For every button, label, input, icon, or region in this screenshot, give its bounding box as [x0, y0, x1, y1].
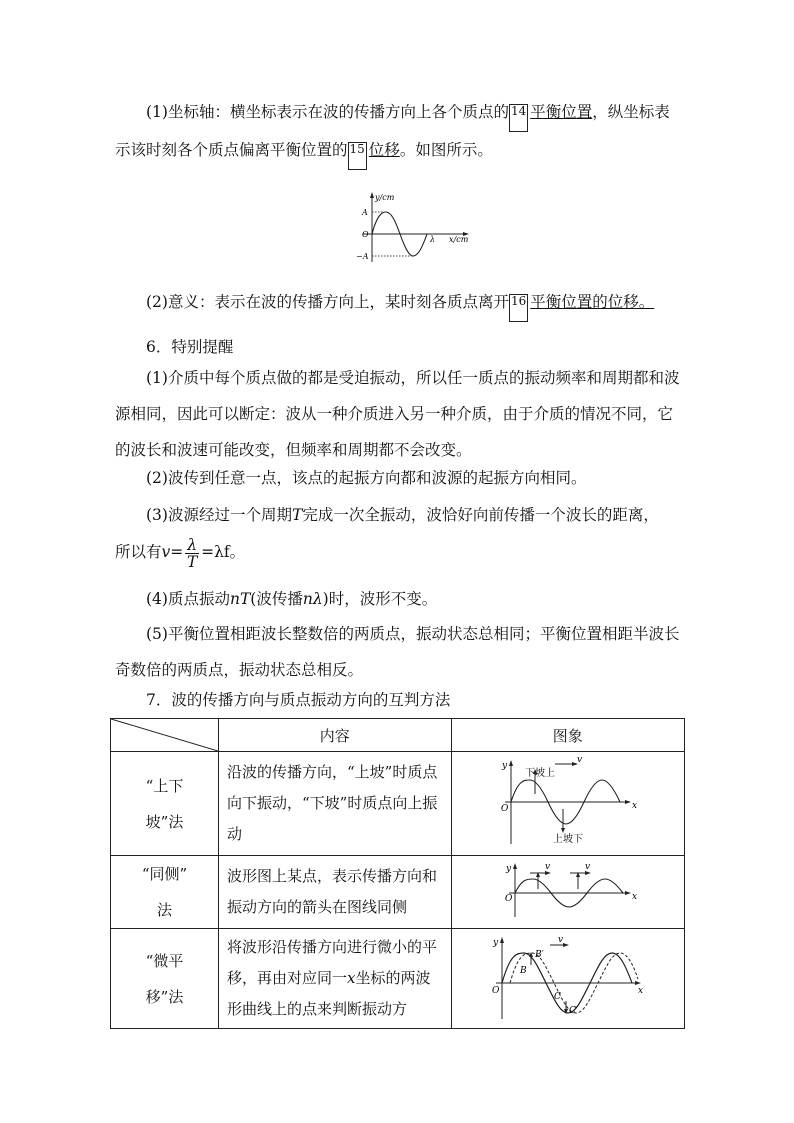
point-C-label: C: [553, 991, 561, 1002]
reminder-5: [115, 616, 685, 688]
section-7-title: 7．波的传播方向与质点振动方向的互判方法: [146, 691, 451, 709]
point-B-label: B: [519, 965, 527, 976]
neg-amplitude-label: −A: [356, 252, 369, 261]
x-axis-label: x: [637, 985, 643, 996]
reminder-2-text: (2)波传到任意一点，该点的起振方向都和波源的起振方向相同。: [146, 469, 587, 487]
reminder-4: [115, 581, 685, 617]
methods-table: [110, 718, 685, 1029]
shift-method-graph: [488, 931, 648, 1023]
upslope-label: 上坡下: [552, 834, 583, 845]
amplitude-label: A: [362, 208, 368, 217]
header-content: 内容: [219, 719, 452, 752]
meaning-paragraph: [115, 284, 685, 322]
origin-label: O: [504, 894, 513, 904]
answer-14: 平衡位置: [530, 103, 593, 121]
method-name: [111, 856, 219, 929]
nT-symbol: nT: [229, 590, 251, 608]
y-axis-label: y/cm: [375, 193, 395, 202]
reminder-1: [115, 360, 685, 468]
reminder-2: [115, 460, 685, 496]
method-content-text-b: 坐标的两波形曲线上的点来判断振动方: [227, 969, 431, 1018]
method-name: [111, 929, 219, 1029]
x-axis-label: x: [631, 801, 637, 811]
method-figure: [451, 929, 684, 1029]
header-corner-cell: [111, 719, 219, 752]
fraction-denominator: T: [187, 552, 198, 571]
wave-graph-figure: [345, 190, 480, 265]
table-row: [111, 752, 685, 856]
reminder-3-formula: [115, 532, 685, 572]
slope-method-graph: [493, 754, 643, 849]
method-figure: [451, 752, 684, 856]
reminder-3-text-c: 所以有: [115, 543, 162, 561]
x-symbol: x: [347, 969, 356, 987]
x-axis-label: x/cm: [449, 235, 469, 244]
reminder-3-text-a: (3)波源经过一个周期: [146, 506, 292, 524]
answer-box-16: 16: [509, 294, 528, 322]
lambda-label: λ: [430, 235, 436, 244]
period-symbol: T: [291, 506, 303, 524]
method-content: [219, 929, 452, 1029]
origin-label: O: [500, 804, 509, 814]
table-row: [111, 929, 685, 1029]
answer-box-15: 15: [348, 142, 367, 170]
method-name-line-2: 坡”法: [145, 812, 184, 831]
point-C-prime-label: C′: [568, 1005, 578, 1016]
y-axis-label: y: [492, 937, 498, 948]
coord-text-3: 。如图所示。: [399, 141, 493, 159]
table-row: [111, 856, 685, 929]
header-figure: 图象: [451, 719, 684, 752]
table-header-row: [111, 719, 685, 752]
y-axis-label: y: [505, 864, 511, 874]
velocity-symbol: v: [161, 543, 171, 561]
velocity-label-2: v: [584, 862, 590, 872]
reminder-5-text: (5)平衡位置相距波长整数倍的两质点，振动状态总相同；平衡位置相距半波长奇数倍的两质点，振动状态总相反。: [115, 625, 680, 679]
method-content: 沿波的传播方向，“上坡”时质点向下振动，“下坡”时质点向上振动: [219, 752, 452, 856]
method-content: 波形图上某点，表示传播方向和振动方向的箭头在图线同侧: [219, 856, 452, 929]
origin-label: O: [491, 985, 500, 996]
method-name-line-1: “同侧”: [141, 865, 188, 883]
answer-16: 平衡位置的位移。: [530, 293, 655, 311]
method-name-line-1: “上下: [145, 776, 184, 795]
downslope-label: 下坡上: [524, 768, 555, 779]
method-name: [111, 752, 219, 856]
reminder-3: [115, 497, 685, 533]
coord-text-1: (1)坐标轴：横坐标表示在波的传播方向上各个质点的: [146, 103, 509, 121]
y-axis-label: y: [501, 761, 507, 771]
answer-box-14: 14: [509, 104, 528, 132]
reminder-4-text-c: )时，波形不变。: [322, 590, 438, 608]
lambda-over-T: [185, 537, 199, 570]
same-side-method-graph: [493, 859, 643, 921]
velocity-label-1: v: [544, 862, 550, 872]
answer-15: 位移: [368, 141, 400, 159]
method-name-line-2: 移”法: [145, 987, 184, 1006]
equals-sign: =: [170, 543, 184, 561]
reminder-4-text-b: (波传播: [250, 590, 303, 608]
coord-text-2: ，纵坐标表示该时刻各个质点偏离平衡位置的: [115, 103, 670, 159]
coord-paragraph: [115, 94, 685, 170]
section-6-title: 6．特别提醒: [146, 338, 234, 356]
origin-label: O: [362, 230, 369, 239]
formula-tail: =λf。: [201, 543, 246, 561]
velocity-label: v: [557, 934, 563, 945]
method-content-text-a: 将波形沿传播方向进行微小的平移，再由对应同一: [227, 938, 438, 987]
x-axis-label: x: [631, 892, 637, 902]
fraction-numerator: λ: [187, 535, 198, 554]
point-B-prime-label: B′: [534, 949, 544, 960]
diagonal-line: [111, 719, 218, 751]
method-name-line-1: “微平: [145, 951, 184, 970]
reminder-1-text: (1)介质中每个质点做的都是受迫振动，所以任一质点的振动频率和周期都和波源相同，因此可以断定：波从一种介质进入另一种介质，由于介质的情况不同，它的波长和波速可能改变，但频率和周期都不会改变。: [115, 369, 680, 459]
n-lambda-symbol: nλ: [302, 590, 323, 608]
meaning-text: (2)意义：表示在波的传播方向上，某时刻各质点离开: [146, 293, 509, 311]
method-name-line-2: 法: [156, 901, 172, 919]
reminder-4-text-a: (4)质点振动: [146, 590, 230, 608]
velocity-label: v: [576, 755, 582, 765]
reminder-3-text-b: 完成一次全振动，波恰好向前传播一个波长的距离，: [302, 506, 659, 524]
method-figure: [451, 856, 684, 929]
